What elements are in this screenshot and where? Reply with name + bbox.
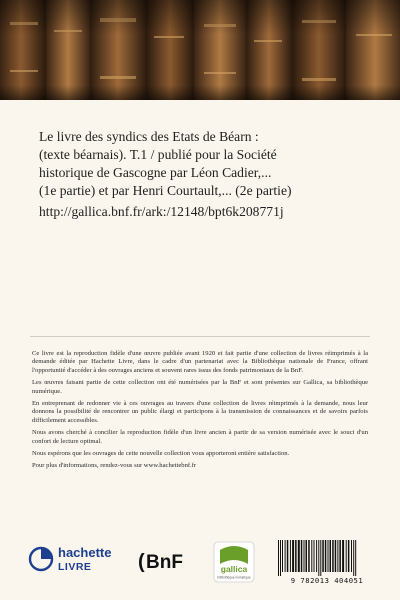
gallica-wordmark: gallica [220,564,248,574]
barcode-bar [278,540,279,576]
isbn-number: 9 782013 404051 [270,576,384,585]
title-line: (texte béarnais). T.1 / publié pour la Société [39,147,277,162]
barcode-bar [304,540,305,572]
barcode-bar [285,540,286,572]
barcode-bar [335,540,337,572]
barcode-bar [322,540,324,572]
barcode-bar [287,540,289,572]
barcode-bars [270,540,384,576]
barcode-bar [306,540,308,572]
book-title [39,128,389,200]
bnf-logo [138,548,198,578]
barcode-bar [332,540,334,572]
collection-description [32,350,368,475]
barcode-bar [298,540,300,572]
footer [22,538,382,588]
book-spines-photo [0,0,400,100]
title-line: historique de Gascogne par Léon Cadier,... [39,165,272,180]
gallica-logo [212,540,256,584]
title-line: (1e partie) et par Henri Courtault,... (2e partie) [39,183,292,198]
bnf-bracket: ( [138,551,145,573]
barcode-bar [328,540,329,572]
gallica-subtitle: bibliothèque numérique [217,575,251,580]
barcode-bar [311,540,312,572]
gallica-url: http://gallica.bnf.fr/ark:/12148/bpt6k208771j [39,204,284,219]
barcode-bar [301,540,303,572]
barcode-bar [314,540,315,572]
barcode-bar [280,540,281,576]
description-paragraph: Pour plus d'informations, rendez-vous sur www.hachettebnf.fr [32,462,197,470]
barcode-bar [339,540,341,572]
barcode-bar [282,540,283,572]
barcode-bar [295,540,297,572]
description-paragraph: Nous avons cherché à concilier la reproduction fidèle d'un livre ancien à partir de sa version numérisée avec le souci d'un confort de lecture optimal. [32,429,368,445]
barcode-bar [320,540,321,576]
description-paragraph: Les œuvres faisant partie de cette collection ont été numérisées par la BnF et sont présentes sur Gallica, sa bibliothèque numérique. [32,379,368,395]
isbn-barcode [270,540,384,588]
barcode-bar [318,540,319,576]
barcode-bar [330,540,332,572]
barcode-bar [342,540,344,572]
description-paragraph: Nous espérons que les ouvrages de cette nouvelle collection vous apporteront entière satisfaction. [32,450,290,458]
bnf-wordmark: BnF [146,552,183,573]
barcode-bar [337,540,338,572]
description-paragraph: En entreprenant de redonner vie à ces ouvrages au travers d'une collection de livres réimprimés à la demande, nous leur donnons la possibilité de rencontrer un public élargi et participons à la transmission de connaissances et de savoirs parfois difficilement accessibles. [32,400,368,424]
livre-wordmark: LIVRE [58,561,92,573]
barcode-bar [353,540,354,576]
barcode-bar [308,540,310,572]
hachette-wordmark: hachette [58,545,112,560]
hachette-livre-logo [28,540,128,580]
barcode-bar [325,540,327,572]
barcode-bar [292,540,294,572]
barcode-bar [316,540,317,572]
divider [30,336,370,337]
description-paragraph: Ce livre est la reproduction fidèle d'une œuvre publiée avant 1920 et fait partie d'une collection de livres réimprimés à la demande éditée par Hachette Livre, dans le cadre d'un partenariat avec la Bibliothèque nationale de France, offrant l'opportunité d'accéder à des ouvrages anciens et souvent rares issus des fonds patrimoniaux de la BnF. [32,350,368,374]
barcode-bar [346,540,347,572]
barcode-bar [348,540,350,572]
barcode-bar [351,540,352,572]
title-line: Le livre des syndics des Etats de Béarn : [39,129,259,144]
barcode-bar [290,540,291,572]
barcode-bar [355,540,356,576]
